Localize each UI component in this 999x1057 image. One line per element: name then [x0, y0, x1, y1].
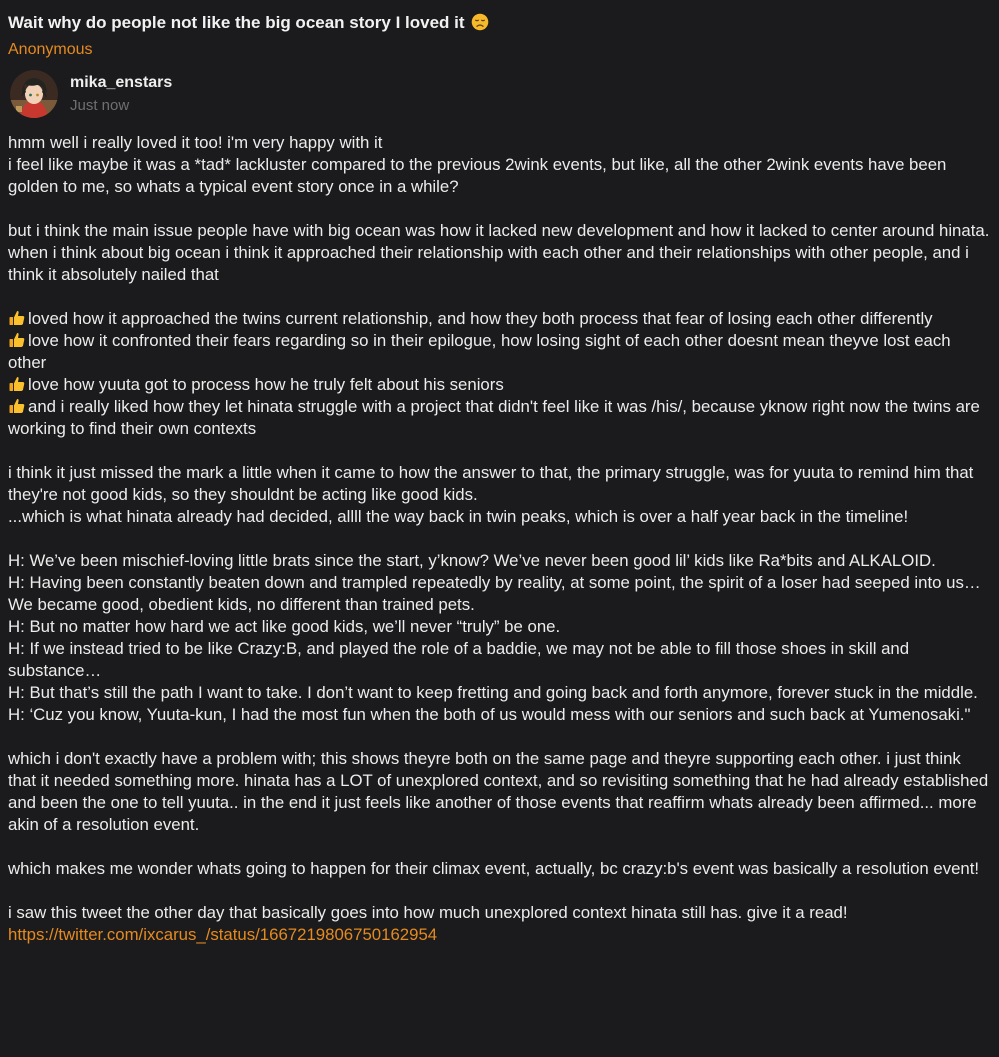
- thumbs-up-icon: [8, 331, 26, 349]
- list-item: [8, 374, 991, 396]
- list-item-text: love how yuuta got to process how he truly felt about his seniors: [28, 375, 504, 394]
- author-meta: [70, 72, 172, 116]
- asker-name[interactable]: Anonymous: [8, 41, 93, 58]
- answer-paragraph: [8, 902, 991, 946]
- question-text: Wait why do people not like the big ocean story I loved it: [8, 13, 465, 32]
- list-item: [8, 308, 991, 330]
- disappointed-face-icon: [471, 13, 489, 31]
- answer-body: [8, 132, 991, 946]
- quote-line: H: But no matter how hard we act like good kids, we’ll never “truly” be one.: [8, 617, 561, 636]
- answer-line: i think it just missed the mark a little when it came to how the answer to that, the primary struggle, was for yuuta to remind him that they're not good kids, so they shouldnt be acting like good kids.: [8, 463, 974, 504]
- list-item: [8, 396, 991, 440]
- answer-paragraph: [8, 462, 991, 528]
- answer-timestamp: Just now: [70, 97, 130, 114]
- list-item: [8, 330, 991, 374]
- list-item-text: love how it confronted their fears regarding so in their epilogue, how losing sight of each other doesnt mean theyve lost each other: [8, 331, 951, 372]
- answer-paragraph: [8, 858, 991, 880]
- quote-line: H: But that’s still the path I want to take. I don’t want to keep fretting and going back and forth anymore, forever stuck in the middle.: [8, 683, 978, 702]
- answer-line: which i don't exactly have a problem with; this shows theyre both on the same page and theyre supporting each other. i just think that it needed something more. hinata has a LOT of unexplored context, and so revisiting something that he had already established and been the one to tell yuuta.. in the end it just feels like another of those events that reaffirm whats already been affirmed... more akin of a resolution event.: [8, 749, 989, 834]
- thumbs-up-icon: [8, 309, 26, 327]
- list-item-text: loved how it approached the twins current relationship, and how they both process that fear of losing each other differently: [28, 309, 933, 328]
- tweet-link[interactable]: https://twitter.com/ixcarus_/status/1667219806750162954: [8, 925, 438, 944]
- answer-bullet-list: [8, 308, 991, 440]
- answer-line: i feel like maybe it was a *tad* lackluster compared to the previous 2wink events, but like, all the other 2wink events have been golden to me, so whats a typical event story once in a while?: [8, 155, 947, 196]
- answer-line: i saw this tweet the other day that basically goes into how much unexplored context hinata still has. give it a read!: [8, 903, 848, 922]
- thumbs-up-icon: [8, 397, 26, 415]
- quote-line: H: Having been constantly beaten down and trampled repeatedly by reality, at some point, the spirit of a loser had seeped into us… We became good, obedient kids, no different than trained pets.: [8, 573, 981, 614]
- avatar[interactable]: [10, 70, 58, 118]
- quote-line: H: We’ve been mischief-loving little brats since the start, y’know? We’ve never been good lil’ kids like Ra*bits and ALKALOID.: [8, 551, 936, 570]
- answer-line: which makes me wonder whats going to happen for their climax event, actually, bc crazy:b's event was basically a resolution event!: [8, 859, 980, 878]
- author-username[interactable]: mika_enstars: [70, 74, 173, 91]
- quote-block: [8, 550, 991, 726]
- answer-paragraph: [8, 132, 991, 198]
- answer-paragraph: [8, 748, 991, 836]
- answer-author: [8, 70, 991, 118]
- answer-line: but i think the main issue people have with big ocean was how it lacked new development and how it lacked to center around hinata. when i think about big ocean i think it approached their relationship with each other and their relationships with other people, and i think it absolutely nailed that: [8, 221, 990, 284]
- quote-line: H: If we instead tried to be like Crazy:B, and played the role of a baddie, we may not be able to fill those shoes in skill and substance…: [8, 639, 910, 680]
- answer-line: hmm well i really loved it too! i'm very happy with it: [8, 133, 383, 152]
- quote-line: H: ‘Cuz you know, Yuuta-kun, I had the most fun when the both of us would mess with our seniors and such back at Yumenosaki.": [8, 705, 971, 724]
- question-title: [8, 10, 991, 36]
- list-item-text: and i really liked how they let hinata struggle with a project that didn't feel like it was /his/, because yknow right now the twins are working to find their own contexts: [8, 397, 980, 438]
- thumbs-up-icon: [8, 375, 26, 393]
- answer-paragraph: [8, 220, 991, 286]
- answer-line: ...which is what hinata already had decided, allll the way back in twin peaks, which is over a half year back in the timeline!: [8, 507, 909, 526]
